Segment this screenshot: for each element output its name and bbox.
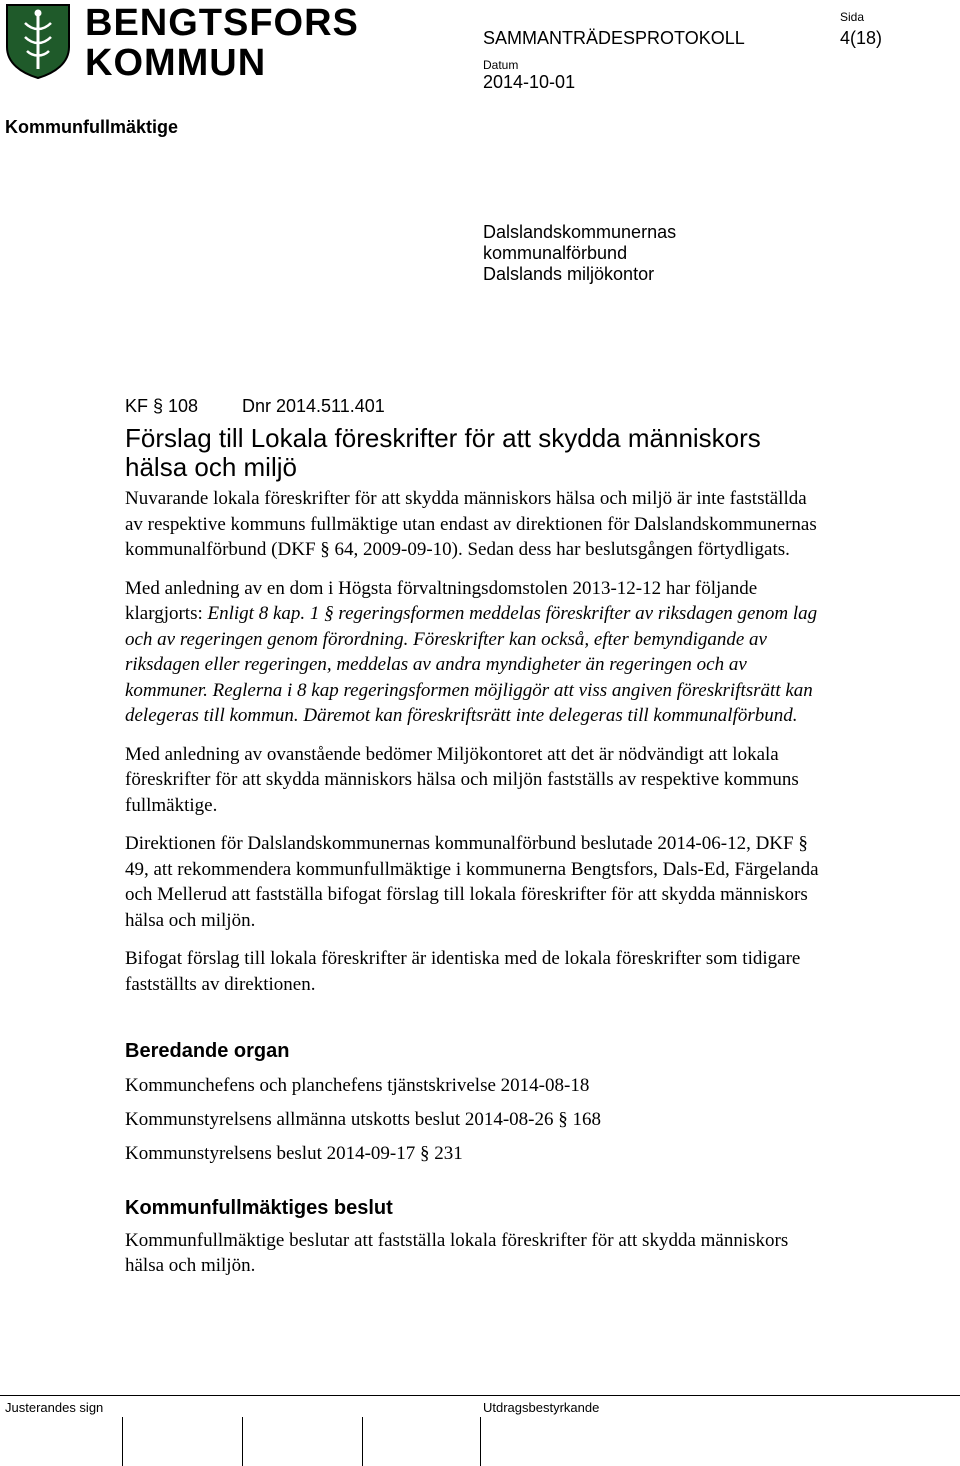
- extract-certification-label: Utdragsbestyrkande: [483, 1400, 600, 1415]
- paragraph: Direktionen för Dalslandskommunernas kommunalförbund beslutade 2014-06-12, DKF § 49, att rekommendera kommunfullmäktige i kommunerna Bengtsfors, Dals-Ed, Färgelanda och Mellerud att fastställa bifogat förslag till lokala föreskrifter för att skydda människors hälsa och miljön.: [125, 833, 819, 931]
- legal-quote: Enligt 8 kap. 1 § regeringsformen meddelas föreskrifter av riksdagen genom lag och av regeringen genom förordning. Föreskrifter kan också, efter bemyndigande av riksdagen eller regeringen, meddelas av andra myndigheter än regeringen och av kommuner. Reglerna i 8 kap regeringsformen möjliggör att viss angiven föreskriftsrätt kan delegeras till kommun. Däremot kan föreskriftsrätt inte delegeras till kommunalförbund.: [125, 603, 818, 726]
- signature-box-divider: [362, 1417, 363, 1466]
- document-type: SAMMANTRÄDESPROTOKOLL: [483, 28, 745, 48]
- footer-divider: [0, 1395, 960, 1396]
- diary-number: Dnr 2014.511.401: [242, 396, 385, 416]
- signature-box-divider: [122, 1417, 123, 1466]
- page-label: Sida: [840, 10, 865, 24]
- paragraph: Nuvarande lokala föreskrifter för att skydda människors hälsa och miljö är inte fastställda av respektive kommuns fullmäktige utan endast av direktionen för Dalslandskommunernas kommunalförbund (DKF § 64, 2009-09-10). Sedan dess har beslutsgången förtydligats.: [125, 488, 817, 560]
- paragraph: Bifogat förslag till lokala föreskrifter är identiska med de lokala föreskrifter som tidigare fastställts av direktionen.: [125, 948, 801, 995]
- recipient-block: [483, 222, 676, 285]
- municipality-logo: [5, 2, 375, 84]
- preparatory-list: [125, 1073, 825, 1166]
- signature-box-divider: [480, 1417, 481, 1466]
- logo-line-2: KOMMUN: [85, 42, 267, 84]
- main-content: [125, 396, 825, 1278]
- case-title: Förslag till Lokala föreskrifter för att skydda människors hälsa och miljö: [125, 423, 761, 482]
- decision-text: Kommunfullmäktige beslutar att fastställa lokala föreskrifter för att skydda människors hälsa och miljön.: [125, 1230, 789, 1276]
- section-number: KF § 108: [125, 396, 199, 416]
- page-number: 4(18): [840, 28, 883, 48]
- recipient-line: Dalslandskommunernas: [483, 222, 677, 242]
- signature-footer: [0, 1395, 960, 1466]
- coat-of-arms-icon: [5, 3, 71, 79]
- signature-box-divider: [242, 1417, 243, 1466]
- section-heading: Beredande organ: [125, 1040, 290, 1062]
- section-heading: Kommunfullmäktiges beslut: [125, 1197, 393, 1219]
- list-item: Kommunchefens och planchefens tjänstskrivelse 2014-08-18: [125, 1075, 590, 1096]
- signature-label: Justerandes sign: [5, 1400, 104, 1415]
- list-item: Kommunstyrelsens allmänna utskotts beslut 2014-08-26 § 168: [125, 1109, 602, 1130]
- body-name: Kommunfullmäktige: [5, 117, 179, 137]
- case-reference: [125, 396, 825, 418]
- logo-line-1: BENGTSFORS: [85, 2, 359, 44]
- list-item: Kommunstyrelsens beslut 2014-09-17 § 231: [125, 1143, 463, 1164]
- recipient-line: kommunalförbund: [483, 243, 628, 263]
- paragraph: Med anledning av ovanstående bedömer Miljökontoret att det är nödvändigt att lokala föreskrifter för att skydda människors hälsa och miljön fastställs av respektive kommuns fullmäktige.: [125, 743, 799, 816]
- paragraph: [125, 576, 825, 729]
- date-value: 2014-10-01: [483, 72, 576, 92]
- paragraph-intro: Med anledning av en dom i Högsta förvaltningsdomstolen 2013-12-12 har följande klargjorts:: [125, 577, 758, 624]
- recipient-line: Dalslands miljökontor: [483, 264, 655, 284]
- date-label: Datum: [483, 58, 519, 72]
